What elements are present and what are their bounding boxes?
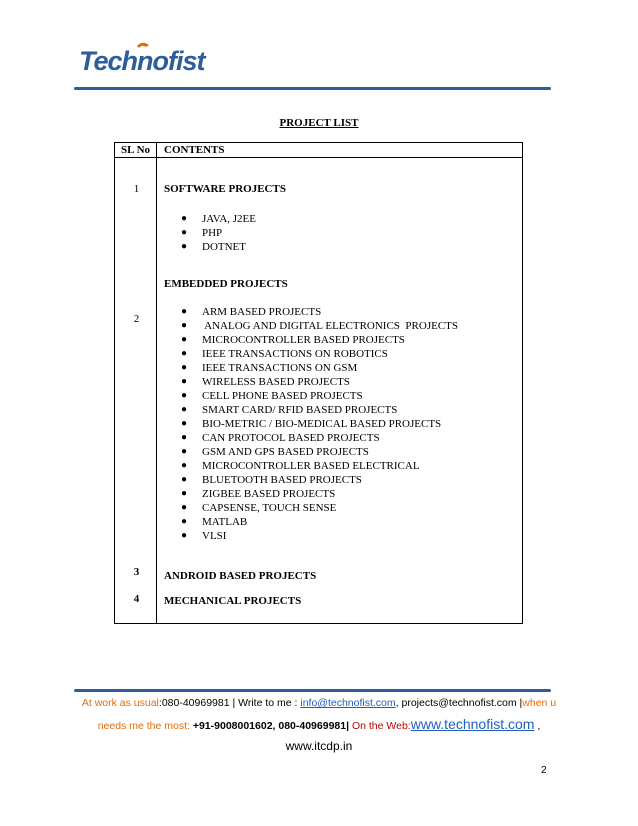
- list-item: [157, 487, 458, 501]
- software-list: [157, 212, 256, 254]
- logo-mark: [79, 40, 205, 78]
- footer-web-label: On the Web:: [351, 720, 411, 732]
- bullet-icon: ●: [181, 362, 188, 373]
- footer-line-3[interactable]: www.itcdp.in: [285, 739, 353, 753]
- list-item: [157, 389, 458, 403]
- sl-number-4: 4: [133, 593, 140, 605]
- footer-work-label: At work as usual: [81, 697, 159, 709]
- bullet-icon: ●: [181, 460, 188, 471]
- bullet-icon: ●: [181, 213, 188, 224]
- bullet-icon: ●: [181, 390, 188, 401]
- footer-projects-email: , projects@technofist.com |: [395, 697, 523, 709]
- header-contents: CONTENTS: [157, 143, 523, 158]
- bullet-icon: ●: [181, 530, 188, 541]
- bullet-icon: ●: [181, 418, 188, 429]
- sl-column: [115, 158, 157, 624]
- list-item: [157, 361, 458, 375]
- list-item: [157, 459, 458, 473]
- list-item-text: IEEE TRANSACTIONS ON GSM: [202, 362, 358, 374]
- list-item-text: CAN PROTOCOL BASED PROJECTS: [202, 432, 380, 444]
- list-item: [157, 305, 458, 319]
- list-item: [157, 445, 458, 459]
- section-android: ANDROID BASED PROJECTS: [164, 570, 317, 582]
- sl-number-3: 3: [133, 566, 140, 578]
- footer-needs-label: needs me the most:: [97, 720, 193, 732]
- list-item: [157, 333, 458, 347]
- bullet-icon: ●: [181, 334, 188, 345]
- bullet-icon: ●: [181, 241, 188, 252]
- bullet-icon: ●: [181, 227, 188, 238]
- bullet-icon: ●: [181, 320, 188, 331]
- page-number: 2: [541, 765, 547, 776]
- footer-phone-text: :080-40969981 | Write to me :: [158, 697, 301, 709]
- list-item-text: ARM BASED PROJECTS: [202, 306, 322, 318]
- list-item: [157, 347, 458, 361]
- list-item: [157, 375, 458, 389]
- bullet-icon: ●: [181, 306, 188, 317]
- list-item: [157, 417, 458, 431]
- bullet-icon: ●: [181, 432, 188, 443]
- footer-separator: |: [346, 720, 352, 732]
- list-item-text: JAVA, J2EE: [202, 213, 256, 225]
- list-item: [157, 515, 458, 529]
- list-item-text: CELL PHONE BASED PROJECTS: [202, 390, 363, 402]
- table-body-row: [115, 158, 523, 624]
- bullet-icon: ●: [181, 404, 188, 415]
- list-item: [157, 501, 458, 515]
- list-item-text: BIO-METRIC / BIO-MEDICAL BASED PROJECTS: [202, 418, 442, 430]
- technofist-logo: [79, 40, 205, 83]
- footer-rule: [74, 689, 551, 692]
- list-item: [157, 431, 458, 445]
- list-item-text: ANALOG AND DIGITAL ELECTRONICS PROJECTS: [202, 320, 458, 332]
- list-item: [157, 319, 458, 333]
- contents-column: [157, 158, 523, 624]
- list-item-text: SMART CARD/ RFID BASED PROJECTS: [202, 404, 398, 416]
- list-item-text: GSM AND GPS BASED PROJECTS: [202, 446, 369, 458]
- bullet-icon: ●: [181, 446, 188, 457]
- list-item-text: BLUETOOTH BASED PROJECTS: [202, 474, 362, 486]
- project-table: [114, 142, 523, 624]
- list-item-text: ZIGBEE BASED PROJECTS: [202, 488, 336, 500]
- sl-number-2: 2: [133, 313, 140, 325]
- bullet-icon: ●: [181, 502, 188, 513]
- list-item-text: MATLAB: [202, 516, 248, 528]
- list-item-text: IEEE TRANSACTIONS ON ROBOTICS: [202, 348, 388, 360]
- list-item-text: WIRELESS BASED PROJECTS: [202, 376, 350, 388]
- logo-text: Technofist: [79, 46, 205, 76]
- bullet-icon: ●: [181, 488, 188, 499]
- section-mechanical: MECHANICAL PROJECTS: [164, 595, 302, 607]
- list-item-text: DOTNET: [202, 241, 246, 253]
- page-title: [0, 117, 638, 129]
- footer-comma: ,: [534, 720, 541, 732]
- bullet-icon: ●: [181, 516, 188, 527]
- list-item: [157, 226, 256, 240]
- list-item: [157, 473, 458, 487]
- header-rule: [74, 87, 551, 90]
- footer-email-link[interactable]: info@technofist.com: [300, 697, 396, 709]
- bullet-icon: ●: [181, 376, 188, 387]
- footer-line-1: [0, 697, 638, 709]
- bullet-icon: ●: [181, 348, 188, 359]
- footer-website-link[interactable]: www.technofist.com: [410, 716, 535, 732]
- footer-when-u: when u: [522, 697, 557, 709]
- section-software: SOFTWARE PROJECTS: [164, 183, 286, 195]
- list-item-text: CAPSENSE, TOUCH SENSE: [202, 502, 337, 514]
- page-title-text: PROJECT LIST: [279, 117, 359, 129]
- section-embedded: EMBEDDED PROJECTS: [164, 278, 288, 290]
- list-item: [157, 240, 256, 254]
- sl-number-1: 1: [133, 183, 140, 195]
- list-item: [157, 212, 256, 226]
- list-item-text: MICROCONTROLLER BASED ELECTRICAL: [202, 460, 420, 472]
- header-sl-no: SL No: [115, 143, 157, 158]
- table-header-row: [115, 143, 523, 158]
- list-item: [157, 529, 458, 543]
- list-item-text: PHP: [202, 227, 223, 239]
- embedded-list: [157, 305, 458, 543]
- list-item-text: VLSI: [202, 530, 227, 542]
- list-item: [157, 403, 458, 417]
- footer-phones: +91-9008001602, 080-40969981: [192, 720, 347, 732]
- bullet-icon: ●: [181, 474, 188, 485]
- footer-line-2: [0, 716, 638, 732]
- list-item-text: MICROCONTROLLER BASED PROJECTS: [202, 334, 405, 346]
